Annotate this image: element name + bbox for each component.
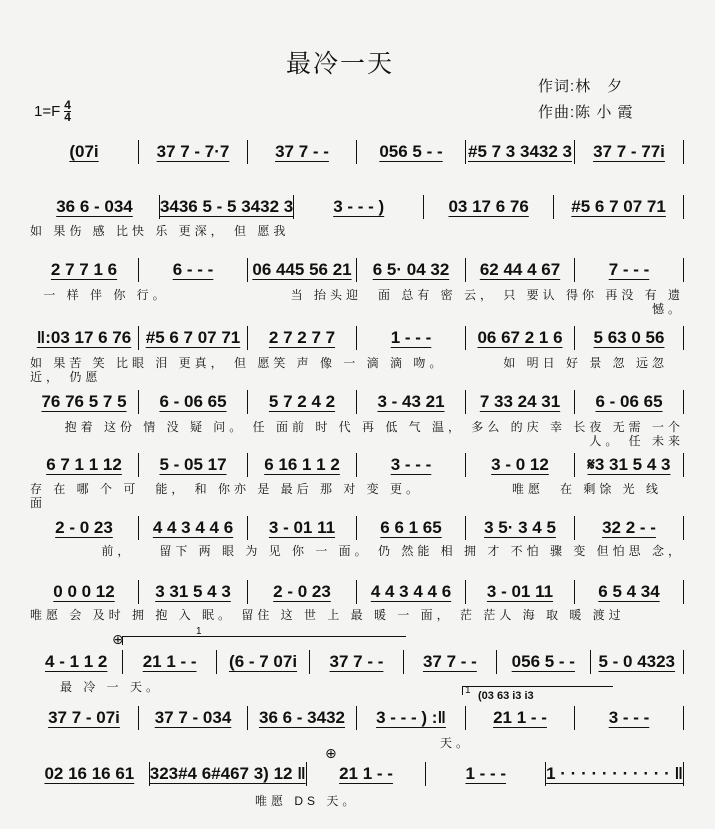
coda-icon: ⊕ — [112, 631, 124, 647]
coda-icon: ⊕ — [325, 745, 337, 761]
measure: #5 6 7 07 71 — [139, 326, 248, 350]
measure: 32 2 - - — [575, 516, 684, 540]
measure: 1 · · · · · · · · · · · ‖ — [546, 762, 684, 786]
notation-row — [30, 762, 684, 786]
measure: 6 5 4 34 — [575, 580, 684, 604]
measure: (6 - 7 07i — [217, 650, 310, 674]
measure: 03 17 6 76 — [424, 195, 554, 219]
measure: 3 - - - ) :‖ — [357, 706, 466, 730]
measure: 3 - 43 21 — [357, 390, 466, 414]
measure: 21 1 - - — [307, 762, 427, 786]
measure: 7 - - - — [575, 258, 684, 282]
measure: 056 5 - - — [497, 650, 590, 674]
measure: 6 - 06 65 — [575, 390, 684, 414]
measure: 7 33 24 31 — [466, 390, 575, 414]
lyrics-line: 如 果伤 感 比快 乐 更深， 但 愿我 — [30, 224, 290, 238]
notation-row — [30, 706, 684, 730]
composer-credit: 作曲:陈 小 霞 — [538, 104, 634, 121]
volta-number: 1 — [465, 685, 471, 696]
measure: 2 7 7 1 6 — [30, 258, 139, 282]
measure: 37 7 - 77i — [575, 140, 684, 164]
measure: 36 6 - 034 — [30, 195, 160, 219]
measure: 21 1 - - — [123, 650, 216, 674]
notation-row — [30, 390, 684, 414]
lyrics-line: 最 冷 一 天。 — [60, 680, 163, 694]
measure: 37 7 - 034 — [139, 706, 248, 730]
lyricist-credit: 作词:林 夕 — [538, 78, 624, 95]
measure: #5 7 3 3432 3 — [466, 140, 575, 164]
measure: ‖:03 17 6 76 — [30, 326, 139, 350]
measure: 76 76 5 7 5 — [30, 390, 139, 414]
measure: 6 5· 04 32 — [357, 258, 466, 282]
measure: 6 16 1 1 2 — [248, 453, 357, 477]
measure: 3 5· 3 4 5 — [466, 516, 575, 540]
notation-row — [30, 195, 684, 219]
measure: 3 - - - ) — [294, 195, 424, 219]
measure: 21 1 - - — [466, 706, 575, 730]
measure: 36 6 - 3432 — [248, 706, 357, 730]
measure: 6 - 06 65 — [139, 390, 248, 414]
measure: 4 4 3 4 4 6 — [357, 580, 466, 604]
measure: 323#4 6#467 3) 12 ‖ — [150, 762, 307, 786]
measure: 62 44 4 67 — [466, 258, 575, 282]
lyrics-line: 存 在 哪 个 可 能， 和 你亦 是 最后 那 对 变 更。 唯愿 在 剩馀 光 线 面 — [30, 482, 663, 510]
notation-row — [30, 140, 684, 164]
measure: 3 - 01 11 — [466, 580, 575, 604]
measure: 6 - - - — [139, 258, 248, 282]
measure: 3 - 0 12 — [466, 453, 575, 477]
time-signature: 4 4 — [64, 98, 71, 124]
measure: 06 445 56 21 — [248, 258, 357, 282]
measure: 3 - - - — [575, 706, 684, 730]
key-signature — [34, 100, 71, 123]
measure: 2 - 0 23 — [248, 580, 357, 604]
lyrics-line: 如 果苦 笑 比眼 泪 更真， 但 愿笑 声 像 一 滴 滴 吻。 如 明日 好 景 忽 远忽近， 仍愿 — [30, 356, 669, 384]
lyrics-line: 抱着 这份 情 没 疑 问。 任 面前 时 代 再 低 气 温， 多么 的庆 幸 长夜 无需 一个 人。 任 未来 — [64, 420, 684, 448]
measure: 4 4 3 4 4 6 — [139, 516, 248, 540]
measure: 2 - 0 23 — [30, 516, 139, 540]
notation-row — [30, 516, 684, 540]
lyrics-line: 前， 留下 两 眼 为 见 你 一 面。 仍 然能 相 拥 才 不怕 骤 变 但怕思 念， — [101, 544, 684, 558]
measure: #5 6 7 07 71 — [554, 195, 684, 219]
measure: (07i — [30, 140, 139, 164]
lyrics-line: 唯愿 DS 天。 — [255, 794, 359, 808]
volta-bracket-line — [122, 626, 406, 645]
notation-row — [30, 258, 684, 282]
measure: 3 - - - — [357, 453, 466, 477]
measure: 5 7 2 4 2 — [248, 390, 357, 414]
measure: 𝄋3 31 5 4 3 — [575, 453, 684, 477]
lyrics-line: 天。 — [440, 736, 473, 750]
measure: 0 0 0 12 — [30, 580, 139, 604]
lyrics-line: 唯愿 会 及时 拥 抱 入 眠。 留住 这 世 上 最 暖 一 面， 茫 茫人 海 取 暖 渡过 — [30, 608, 625, 622]
measure: 2 7 2 7 7 — [248, 326, 357, 350]
volta-notes: (03 63 i3 i3 — [478, 690, 534, 702]
measure: 3436 5 - 5 3432 3 — [160, 195, 294, 219]
notation-row — [30, 580, 684, 604]
measure: 5 63 0 56 — [575, 326, 684, 350]
notation-row — [30, 650, 684, 674]
measure: 1 - - - — [357, 326, 466, 350]
measure: 06 67 2 1 6 — [466, 326, 575, 350]
measure: 4 - 1 1 2 — [30, 650, 123, 674]
measure: 3 - 01 11 — [248, 516, 357, 540]
measure: 6 6 1 65 — [357, 516, 466, 540]
measure: 5 - 05 17 — [139, 453, 248, 477]
measure: 37 7 - - — [248, 140, 357, 164]
measure: 37 7 - 7·7 — [139, 140, 248, 164]
measure: 3 31 5 4 3 — [139, 580, 248, 604]
volta-number: 1 — [196, 626, 202, 637]
measure: 37 7 - 07i — [30, 706, 139, 730]
measure: 1 - - - — [426, 762, 546, 786]
measure: 5 - 0 4323 — [591, 650, 684, 674]
measure: 37 7 - - — [404, 650, 497, 674]
measure: 056 5 - - — [357, 140, 466, 164]
key-label: 1=F — [34, 103, 61, 120]
measure: 02 16 16 61 — [30, 762, 150, 786]
measure: 37 7 - - — [310, 650, 403, 674]
notation-row — [30, 326, 684, 350]
song-title: 最冷一天 — [285, 50, 394, 78]
lyrics-line: 一 样 伴 你 行。 当 抬头迎 面 总有 密 云， 只 要认 得你 再没 有 遗憾。 — [43, 288, 684, 316]
measure: 6 7 1 1 12 — [30, 453, 139, 477]
notation-row — [30, 453, 684, 477]
